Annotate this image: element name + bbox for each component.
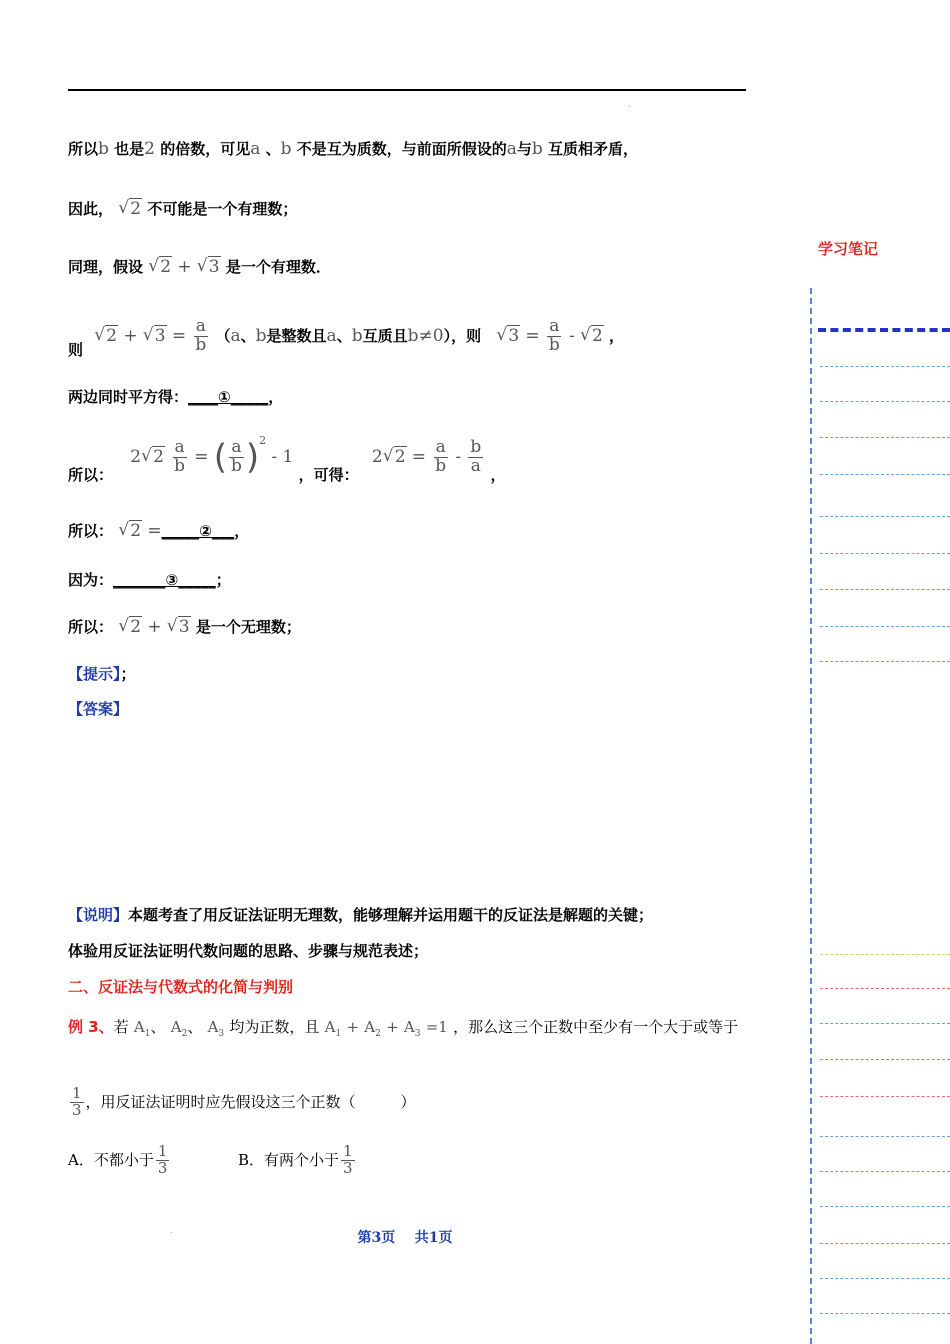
- proof-line-2: 因此， √ 2 不可能是一个有理数；: [68, 198, 297, 219]
- note-line[interactable]: [820, 954, 950, 955]
- notes-header-rule: [818, 328, 950, 332]
- note-line[interactable]: [820, 366, 950, 367]
- note-line[interactable]: [820, 1136, 950, 1137]
- experience-line: 体验用反证法证明代数问题的思路、步骤与规范表述；: [68, 942, 429, 960]
- answer-line: 【答案】: [68, 700, 129, 718]
- note-line[interactable]: [820, 1313, 950, 1314]
- explain-line: 【说明】本题考查了用反证法证明无理数，能够理解并运用题干的反证法是解题的关键；: [68, 906, 654, 924]
- note-line[interactable]: [820, 589, 950, 590]
- proof-line-7: 所以： √ 2 =_____②___，: [68, 520, 249, 541]
- decorative-dot: .: [628, 100, 631, 109]
- note-line[interactable]: [820, 1023, 950, 1024]
- hint-line: 【提示】；: [68, 665, 136, 683]
- note-line[interactable]: [820, 401, 950, 402]
- proof-line-9: 所以： √ 2 + √ 3 是一个无理数；: [68, 616, 301, 637]
- option-a[interactable]: A．不都小于 $\frac{1}{3}$: [68, 1142, 168, 1177]
- proof-line-8: 因为：_______③_____；: [68, 571, 231, 589]
- sqrt-2: √ 2: [118, 199, 142, 219]
- blank-3: _______③_____: [113, 571, 216, 589]
- proof-line-3: 同理，假设 √ 2 + √ 3 是一个有理数．: [68, 256, 331, 277]
- note-line[interactable]: [820, 1171, 950, 1172]
- section-heading: 二、反证法与代数式的化简与判别: [68, 978, 294, 996]
- note-line[interactable]: [820, 1096, 950, 1097]
- note-line[interactable]: [820, 553, 950, 554]
- note-line[interactable]: [820, 661, 950, 662]
- blank-2: _____②___: [161, 522, 235, 540]
- note-line[interactable]: [820, 988, 950, 989]
- blank-1: ____①_____: [188, 388, 269, 406]
- note-line[interactable]: [820, 1243, 950, 1244]
- note-line[interactable]: [820, 1059, 950, 1060]
- study-notes-title: 学习笔记: [818, 240, 879, 258]
- page-number: 第3页: [357, 1230, 396, 1246]
- note-line[interactable]: [820, 1278, 950, 1279]
- option-b[interactable]: B．有两个小于 $\frac{1}{3}$: [238, 1142, 353, 1177]
- note-line[interactable]: [820, 437, 950, 438]
- notes-vertical-divider: [810, 288, 812, 1344]
- note-line[interactable]: [820, 474, 950, 475]
- note-line[interactable]: [820, 626, 950, 627]
- example-3: 例 3、若 $A_1$、 $A_2$、 $A_3$ 均为正数，且 $A_1 + A_2 + A_3 =1$ ，那么这三个正数中至少有一个大于或等于: [68, 1018, 739, 1039]
- page-footer: [0, 1227, 810, 1247]
- proof-line-4: 则 √ 2 + √ 3 = $\frac{a}{b}$ （a、b是整数且a、b互质且b≠0），则 √ 3 = $\frac{a}{b}$ - √ 2 ，: [68, 318, 624, 360]
- page-total: 共1页: [414, 1230, 453, 1246]
- proof-line-5: 两边同时平方得：____①_____，: [68, 388, 284, 406]
- note-line[interactable]: [820, 1206, 950, 1207]
- proof-line-1: 所以b 也是2 的倍数，可见a 、b 不是互为质数，与前面所假设的a与b 互质相矛盾，: [68, 139, 639, 159]
- header-rule: [68, 89, 746, 91]
- proof-line-6: 所以： 2√ 2 $\frac{a}{b}$ = ( $\frac{a}{b}$ )$^2$ - 1 ，可得： 2√ 2 = $\frac{a}{b}$ - $\frac{b}{a}$ ，: [68, 434, 505, 485]
- example-3-cont: $\frac{1}{3}$ ，用反证法证明时应先假设这三个正数（ ）: [72, 1084, 416, 1119]
- note-line[interactable]: [820, 516, 950, 517]
- decorative-dot: .: [170, 1226, 173, 1235]
